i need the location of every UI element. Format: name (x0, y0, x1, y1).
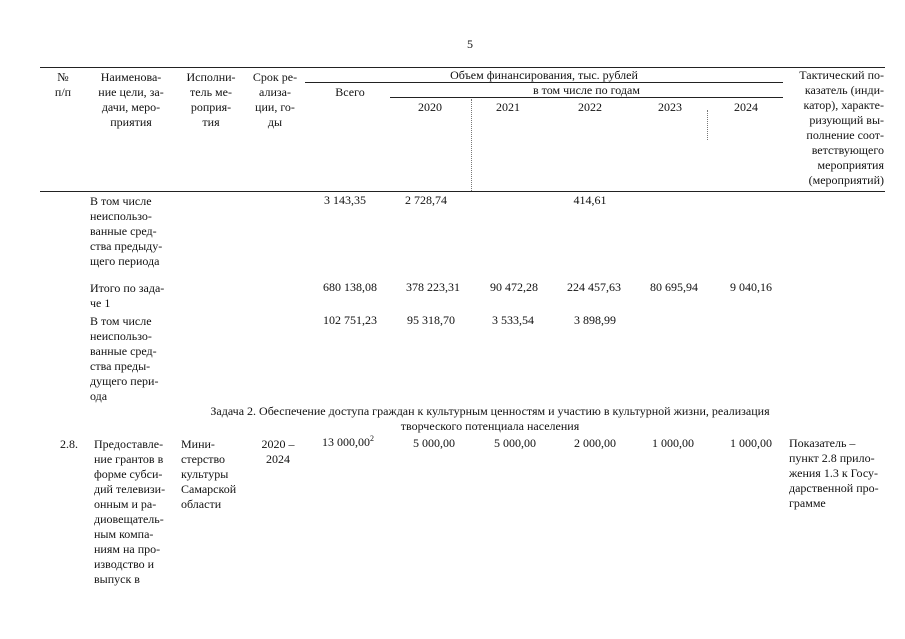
task2-title: Задача 2. Обеспечение доступа граждан к культурным ценностям и участию в культурной жизни, реализация творческого потенциала населения (210, 404, 770, 433)
row-2-8-2022: 2 000,00 (574, 436, 616, 450)
header-year-2024: 2024 (734, 100, 758, 114)
row-2-8-2023: 1 000,00 (652, 436, 694, 450)
row-total-task1-2022: 224 457,63 (567, 280, 621, 294)
col-sep-2 (707, 110, 708, 140)
header-col-name: Наименова- ние цели, за- дачи, меро- приятия (98, 70, 164, 129)
row-2-8-indicator: Показатель – пункт 2.8 прило- жения 1.3 к Госу- дарственной про- грамме (789, 436, 879, 510)
row-unused-1-2020: 2 728,74 (405, 193, 447, 207)
row-total-task1-total: 680 138,08 (323, 280, 377, 294)
header-col-by-years: в том числе по годам (533, 83, 640, 97)
header-col-period: Срок ре- ализа- ции, го- ды (252, 70, 298, 129)
row-unused-2-2020: 95 318,70 (407, 313, 455, 327)
row-unused-2-name: В том числе неиспользо- ванные сред- ства преды- дущего пери- ода (90, 314, 159, 403)
row-unused-2-total: 102 751,23 (323, 313, 377, 327)
header-col-indicator: Тактический по- казатель (инди- катор), характе- ризующий вы- полнение соот- ветствующего мероприятия (мероприятий) (799, 68, 884, 187)
row-total-task1-name: Итого по зада- че 1 (90, 281, 165, 310)
row-total-task1-2021: 90 472,28 (490, 280, 538, 294)
row-unused-1-name: В том числе неиспользо- ванные сред- ства предыду- щего периода (90, 194, 163, 268)
header-year-2022: 2022 (578, 100, 602, 114)
row-2-8-2021: 5 000,00 (494, 436, 536, 450)
page-number: 5 (467, 37, 473, 51)
header-col-total: Всего (335, 85, 365, 99)
row-2-8-2024: 1 000,00 (730, 436, 772, 450)
row-unused-1-2022: 414,61 (573, 193, 607, 207)
row-2-8-2020: 5 000,00 (413, 436, 455, 450)
row-2-8-executor: Мини- стерство культуры Самарской области (181, 437, 237, 511)
row-2-8-name: Предоставле- ние грантов в форме субси- дий телевизи- онным и ра- диовещатель- ным компа- ниям на про- изводство и выпуск в (94, 437, 166, 586)
row-total-task1-2024: 9 040,16 (730, 280, 772, 294)
row-2-8-total-value: 13 000,00 (322, 435, 370, 449)
row-2-8-number: 2.8. (60, 437, 78, 451)
row-2-8-total-footnote: 2 (370, 434, 374, 443)
header-col-executor: Исполни- тель ме- роприя- тия (186, 70, 236, 129)
header-bottom-rule (40, 191, 885, 192)
row-2-8-period: 2020 – 2024 (261, 437, 295, 466)
row-unused-1-total: 3 143,35 (324, 193, 366, 207)
row-2-8-total (300, 435, 374, 450)
row-unused-2-2021: 3 533,54 (492, 313, 534, 327)
header-year-2020: 2020 (418, 100, 442, 114)
col-sep-1 (471, 99, 472, 191)
header-col-number: № п/п (54, 70, 72, 99)
row-total-task1-2020: 378 223,31 (406, 280, 460, 294)
header-year-2023: 2023 (658, 100, 682, 114)
header-col-funding: Объем финансирования, тыс. рублей (450, 68, 638, 82)
row-total-task1-2023: 80 695,94 (650, 280, 698, 294)
header-year-2021: 2021 (496, 100, 520, 114)
row-unused-2-2022: 3 898,99 (574, 313, 616, 327)
